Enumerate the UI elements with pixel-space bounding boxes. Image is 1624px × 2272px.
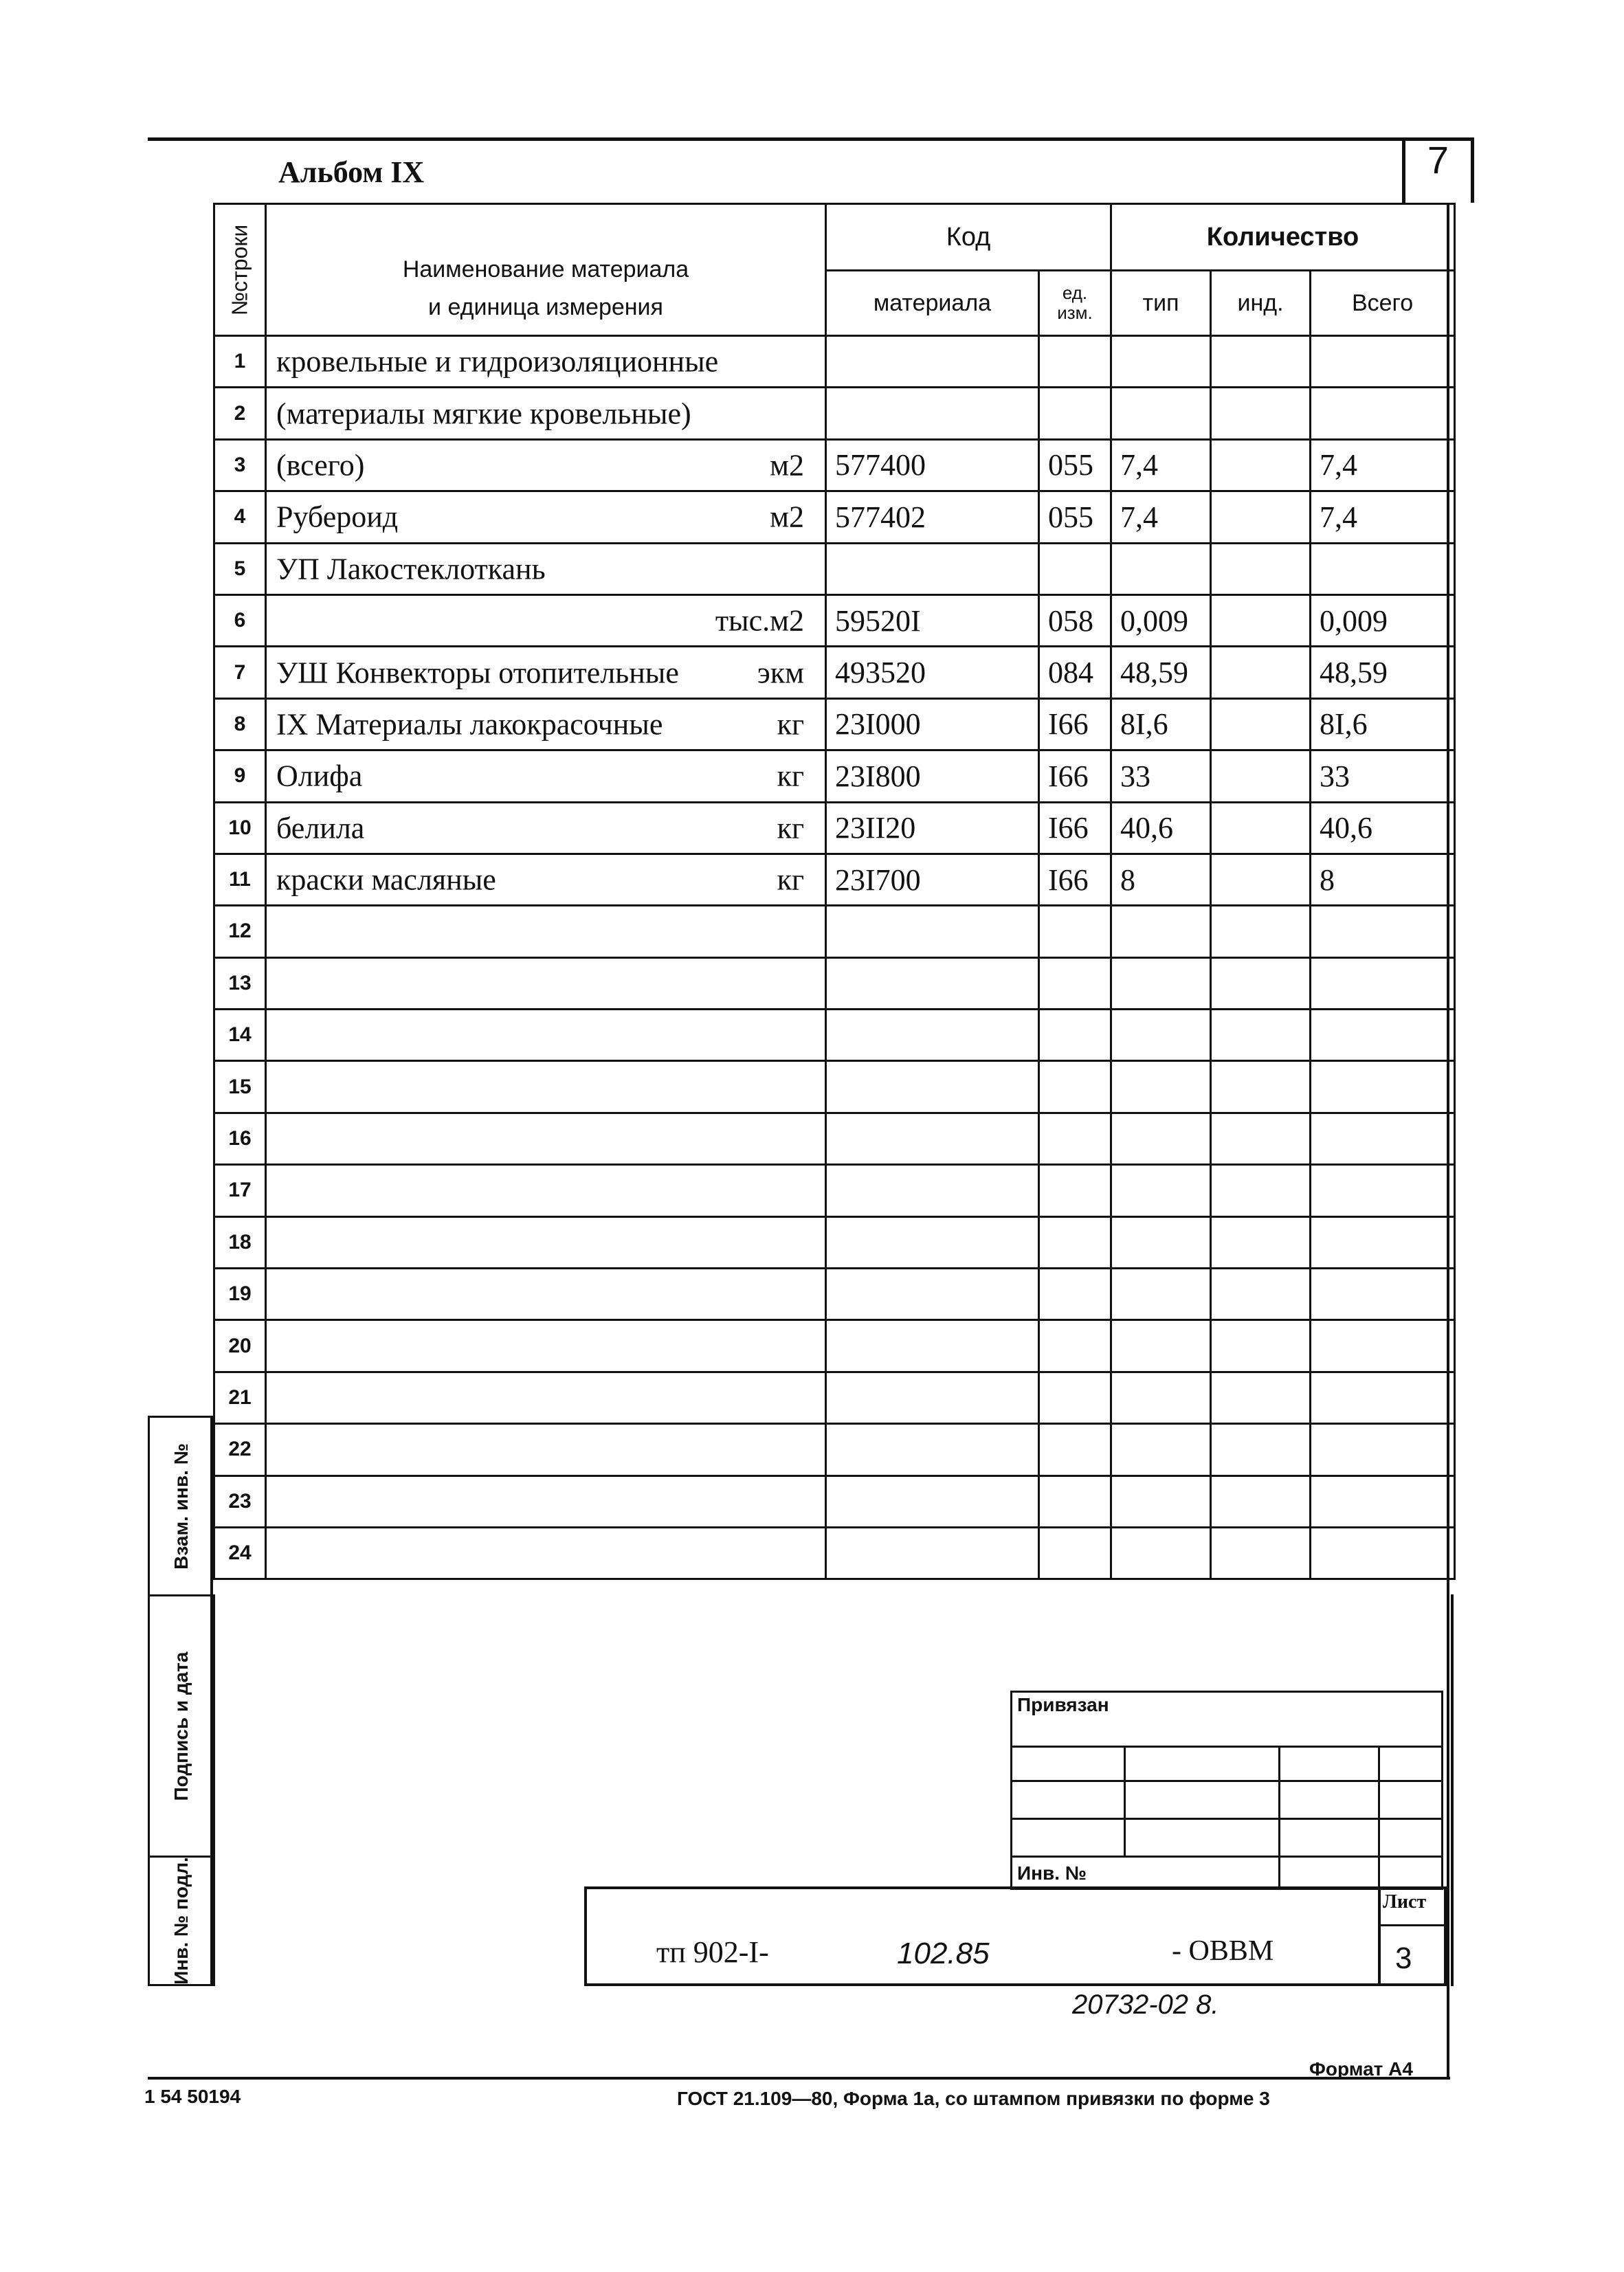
- material-code-cell: [826, 543, 1039, 594]
- material-code-cell: [826, 1320, 1039, 1372]
- ind-qty-cell: [1211, 594, 1311, 646]
- signature-date-cell: [150, 1594, 213, 1856]
- ind-qty-cell: [1211, 1061, 1311, 1113]
- table-row: [214, 647, 1455, 698]
- total-qty-cell: [1311, 1165, 1455, 1216]
- ind-qty-cell: [1211, 854, 1311, 905]
- unit-text: кг: [777, 862, 804, 897]
- row-number-cell: 6: [214, 594, 266, 646]
- unit-code-cell: [1039, 1527, 1111, 1579]
- footer-rule: [148, 2077, 1450, 2080]
- material-code-cell: [826, 1527, 1039, 1579]
- type-qty-cell: 48,59: [1111, 647, 1211, 698]
- material-name-text: Рубероид: [276, 500, 399, 534]
- ind-qty-cell: [1211, 698, 1311, 750]
- total-qty-cell: 33: [1311, 750, 1455, 802]
- total-qty-cell: [1311, 957, 1455, 1009]
- binding-label: Привязан: [1017, 1694, 1109, 1715]
- header-code-group: Код: [826, 204, 1111, 271]
- row-number-cell: 10: [214, 802, 266, 854]
- binding-vline-1: [1124, 1746, 1126, 1856]
- table-row: [214, 1475, 1455, 1527]
- material-name-cell: [266, 543, 826, 594]
- page-corner-number: [1402, 137, 1474, 203]
- material-name-cell: [266, 750, 826, 802]
- table-row: [214, 957, 1455, 1009]
- table-row: [214, 750, 1455, 802]
- unit-code-cell: [1039, 957, 1111, 1009]
- total-qty-cell: 40,6: [1311, 802, 1455, 854]
- total-qty-cell: 7,4: [1311, 439, 1455, 491]
- header-ind: инд.: [1211, 271, 1311, 336]
- sheet-box-divider: [1378, 1924, 1447, 1926]
- material-name-text: кровельные и гидроизоляционные: [276, 344, 719, 379]
- header-row-number: №строки: [214, 204, 266, 336]
- ind-qty-cell: [1211, 439, 1311, 491]
- unit-code-cell: [1039, 336, 1111, 388]
- signature-date-label: Подпись и дата: [170, 1651, 192, 1801]
- type-qty-cell: 8: [1111, 854, 1211, 905]
- ind-qty-cell: [1211, 957, 1311, 1009]
- type-qty-cell: 7,4: [1111, 491, 1211, 543]
- material-code-cell: 23II20: [826, 802, 1039, 854]
- material-code-cell: [826, 1010, 1039, 1061]
- material-name-cell: [266, 388, 826, 439]
- table-row: [214, 1269, 1455, 1320]
- table-row: [214, 1527, 1455, 1579]
- material-name-text: (всего): [276, 448, 365, 482]
- ind-qty-cell: [1211, 491, 1311, 543]
- unit-text: м2: [770, 500, 804, 534]
- ind-qty-cell: [1211, 388, 1311, 439]
- unit-code-cell: [1039, 388, 1111, 439]
- type-qty-cell: [1111, 1165, 1211, 1216]
- total-qty-cell: [1311, 1320, 1455, 1372]
- unit-code-cell: [1039, 543, 1111, 594]
- ind-qty-cell: [1211, 1527, 1311, 1579]
- table-row: [214, 439, 1455, 491]
- row-number-cell: 4: [214, 491, 266, 543]
- unit-code-cell: 084: [1039, 647, 1111, 698]
- ind-qty-cell: [1211, 1372, 1311, 1423]
- unit-code-cell: [1039, 1269, 1111, 1320]
- material-code-cell: 23I700: [826, 854, 1039, 905]
- material-name-cell: [266, 802, 826, 854]
- material-code-cell: [826, 906, 1039, 957]
- type-qty-cell: 8I,6: [1111, 698, 1211, 750]
- document-code-suffix: - ОВВМ: [1172, 1935, 1274, 1967]
- sheet-number: 3: [1395, 1941, 1412, 1975]
- total-qty-cell: [1311, 1269, 1455, 1320]
- header-material-code: материала: [826, 271, 1039, 336]
- total-qty-cell: [1311, 336, 1455, 388]
- inventory-label: Инв. №: [1017, 1862, 1087, 1884]
- unit-text: кг: [777, 707, 804, 742]
- type-qty-cell: [1111, 1372, 1211, 1423]
- row-number-cell: 20: [214, 1320, 266, 1372]
- table-row: [214, 1424, 1455, 1475]
- ind-qty-cell: [1211, 543, 1311, 594]
- unit-text: м2: [770, 448, 804, 482]
- unit-code-cell: [1039, 1475, 1111, 1527]
- album-title: Альбом IX: [278, 155, 425, 189]
- unit-text: кг: [777, 759, 804, 793]
- unit-code-cell: I66: [1039, 750, 1111, 802]
- row-number-cell: 21: [214, 1372, 266, 1423]
- material-name-cell: [266, 854, 826, 905]
- table-row: [214, 854, 1455, 905]
- row-number-cell: 18: [214, 1216, 266, 1268]
- material-name-cell: [266, 906, 826, 957]
- table-row: [214, 1010, 1455, 1061]
- ind-qty-cell: [1211, 1320, 1311, 1372]
- row-number-cell: 15: [214, 1061, 266, 1113]
- table-row: [214, 802, 1455, 854]
- unit-code-cell: I66: [1039, 802, 1111, 854]
- ind-qty-cell: [1211, 750, 1311, 802]
- material-code-cell: 577400: [826, 439, 1039, 491]
- type-qty-cell: [1111, 1424, 1211, 1475]
- material-code-cell: [826, 957, 1039, 1009]
- type-qty-cell: 33: [1111, 750, 1211, 802]
- row-number-cell: 1: [214, 336, 266, 388]
- type-qty-cell: [1111, 1061, 1211, 1113]
- unit-code-cell: [1039, 1113, 1111, 1164]
- ind-qty-cell: [1211, 906, 1311, 957]
- type-qty-cell: [1111, 1320, 1211, 1372]
- header-material-name: Наименование материала и единица измерения: [266, 204, 826, 336]
- table-row: [214, 336, 1455, 388]
- total-qty-cell: [1311, 1424, 1455, 1475]
- material-name-cell: [266, 439, 826, 491]
- unit-code-cell: 055: [1039, 491, 1111, 543]
- row-number-cell: 16: [214, 1113, 266, 1164]
- row-number-cell: 13: [214, 957, 266, 1009]
- header-type: тип: [1111, 271, 1211, 336]
- total-qty-cell: [1311, 1113, 1455, 1164]
- materials-table: [213, 203, 1456, 1580]
- row-number-cell: 9: [214, 750, 266, 802]
- unit-code-cell: [1039, 1372, 1111, 1423]
- document-code-prefix: тп 902-I-: [656, 1935, 769, 1969]
- original-inventory-label: Инв. № подл.: [170, 1857, 192, 1985]
- table-row: [214, 906, 1455, 957]
- total-qty-cell: [1311, 543, 1455, 594]
- material-code-cell: [826, 1475, 1039, 1527]
- material-name-text: Олифа: [276, 759, 363, 793]
- table-row: [214, 594, 1455, 646]
- table-row: [214, 388, 1455, 439]
- material-name-cell: [266, 647, 826, 698]
- material-code-cell: [826, 1113, 1039, 1164]
- material-name-text: IX Материалы лакокрасочные: [276, 707, 663, 742]
- ind-qty-cell: [1211, 1165, 1311, 1216]
- unit-code-cell: [1039, 1061, 1111, 1113]
- type-qty-cell: [1111, 388, 1211, 439]
- unit-code-cell: [1039, 1320, 1111, 1372]
- material-name-cell: [266, 1216, 826, 1268]
- replaced-inventory-cell: [150, 1416, 213, 1594]
- format-label: Формат А4: [1309, 2058, 1413, 2080]
- document-number: 102.85: [897, 1937, 990, 1970]
- unit-code-cell: [1039, 1424, 1111, 1475]
- material-name-cell: [266, 491, 826, 543]
- material-name-text: белила: [276, 811, 365, 845]
- unit-code-cell: 055: [1039, 439, 1111, 491]
- margin-stamp-strip: [148, 1416, 213, 1986]
- ind-qty-cell: [1211, 1113, 1311, 1164]
- material-name-text: УШ Конвекторы отопительные: [276, 656, 679, 690]
- material-code-cell: [826, 1216, 1039, 1268]
- table-row: [214, 491, 1455, 543]
- total-qty-cell: [1311, 1475, 1455, 1527]
- material-name-cell: [266, 594, 826, 646]
- type-qty-cell: 7,4: [1111, 439, 1211, 491]
- row-number-cell: 24: [214, 1527, 266, 1579]
- type-qty-cell: 40,6: [1111, 802, 1211, 854]
- material-name-text: краски масляные: [276, 862, 496, 897]
- row-number-cell: 14: [214, 1010, 266, 1061]
- row-number-cell: 19: [214, 1269, 266, 1320]
- sheet-label: Лист: [1383, 1891, 1427, 1913]
- lower-frame-left-line: [213, 1594, 215, 1986]
- material-name-cell: [266, 1424, 826, 1475]
- type-qty-cell: 0,009: [1111, 594, 1211, 646]
- binding-vline-2: [1278, 1746, 1280, 1886]
- table-row: [214, 1216, 1455, 1268]
- material-code-cell: 23I000: [826, 698, 1039, 750]
- type-qty-cell: [1111, 1216, 1211, 1268]
- total-qty-cell: 0,009: [1311, 594, 1455, 646]
- total-qty-cell: [1311, 1010, 1455, 1061]
- material-code-cell: [826, 1165, 1039, 1216]
- type-qty-cell: [1111, 1269, 1211, 1320]
- table-row: [214, 698, 1455, 750]
- ind-qty-cell: [1211, 336, 1311, 388]
- material-code-cell: [826, 1061, 1039, 1113]
- material-name-cell: [266, 1113, 826, 1164]
- footer-left-code: 1 54 50194: [144, 2086, 241, 2107]
- material-name-cell: [266, 1527, 826, 1579]
- ind-qty-cell: [1211, 1216, 1311, 1268]
- footer-gost-reference: ГОСТ 21.109—80, Форма 1а, со штампом привязки по форме 3: [677, 2088, 1270, 2109]
- table-row: [214, 1113, 1455, 1164]
- material-name-text: (материалы мягкие кровельные): [276, 397, 691, 431]
- header-quantity-group: Количество: [1111, 204, 1455, 271]
- type-qty-cell: [1111, 1010, 1211, 1061]
- type-qty-cell: [1111, 1527, 1211, 1579]
- row-number-cell: 5: [214, 543, 266, 594]
- right-frame-line: [1447, 203, 1449, 2079]
- original-inventory-cell: [150, 1856, 213, 1986]
- type-qty-cell: [1111, 957, 1211, 1009]
- material-name-cell: [266, 1475, 826, 1527]
- material-name-cell: [266, 1269, 826, 1320]
- material-code-cell: [826, 336, 1039, 388]
- total-qty-cell: [1311, 906, 1455, 957]
- ind-qty-cell: [1211, 1269, 1311, 1320]
- unit-code-cell: I66: [1039, 854, 1111, 905]
- row-number-cell: 8: [214, 698, 266, 750]
- material-name-cell: [266, 1320, 826, 1372]
- unit-text: кг: [777, 811, 804, 845]
- unit-text: экм: [757, 656, 804, 690]
- row-number-cell: 23: [214, 1475, 266, 1527]
- total-qty-cell: [1311, 1372, 1455, 1423]
- archive-number: 20732-02 8.: [1072, 1990, 1219, 2020]
- table-row: [214, 543, 1455, 594]
- ind-qty-cell: [1211, 1475, 1311, 1527]
- header-total: Всего: [1311, 271, 1455, 336]
- material-name-text: тыс.м2: [715, 603, 804, 638]
- material-code-cell: 23I800: [826, 750, 1039, 802]
- row-number-cell: 17: [214, 1165, 266, 1216]
- material-name-cell: [266, 1061, 826, 1113]
- ind-qty-cell: [1211, 1010, 1311, 1061]
- binding-vline-3: [1378, 1746, 1380, 1886]
- material-code-cell: [826, 1424, 1039, 1475]
- total-qty-cell: 8: [1311, 854, 1455, 905]
- total-qty-cell: [1311, 1216, 1455, 1268]
- unit-code-cell: [1039, 1216, 1111, 1268]
- total-qty-cell: 7,4: [1311, 491, 1455, 543]
- page-corner-text: 7: [1427, 138, 1449, 181]
- material-name-cell: [266, 1165, 826, 1216]
- material-code-cell: [826, 388, 1039, 439]
- material-name-cell: [266, 957, 826, 1009]
- table-row: [214, 1061, 1455, 1113]
- material-name-text: УП Лакостеклоткань: [276, 552, 546, 586]
- total-qty-cell: [1311, 388, 1455, 439]
- type-qty-cell: [1111, 1113, 1211, 1164]
- row-number-cell: 12: [214, 906, 266, 957]
- ind-qty-cell: [1211, 647, 1311, 698]
- unit-code-cell: 058: [1039, 594, 1111, 646]
- material-code-cell: 59520I: [826, 594, 1039, 646]
- total-qty-cell: 48,59: [1311, 647, 1455, 698]
- row-number-cell: 7: [214, 647, 266, 698]
- table-row: [214, 1320, 1455, 1372]
- total-qty-cell: [1311, 1061, 1455, 1113]
- ind-qty-cell: [1211, 1424, 1311, 1475]
- replaced-inventory-label: Взам. инв. №: [170, 1443, 192, 1570]
- header-unit-code: ед. изм.: [1039, 271, 1111, 336]
- row-number-cell: 3: [214, 439, 266, 491]
- material-name-cell: [266, 1372, 826, 1423]
- unit-code-cell: I66: [1039, 698, 1111, 750]
- total-qty-cell: 8I,6: [1311, 698, 1455, 750]
- row-number-cell: 11: [214, 854, 266, 905]
- type-qty-cell: [1111, 543, 1211, 594]
- row-number-cell: 2: [214, 388, 266, 439]
- unit-code-cell: [1039, 906, 1111, 957]
- material-code-cell: [826, 1372, 1039, 1423]
- material-name-cell: [266, 698, 826, 750]
- unit-code-cell: [1039, 1165, 1111, 1216]
- row-number-cell: 22: [214, 1424, 266, 1475]
- material-code-cell: 577402: [826, 491, 1039, 543]
- table-row: [214, 1372, 1455, 1423]
- type-qty-cell: [1111, 1475, 1211, 1527]
- type-qty-cell: [1111, 336, 1211, 388]
- material-name-cell: [266, 1010, 826, 1061]
- material-code-cell: [826, 1269, 1039, 1320]
- type-qty-cell: [1111, 906, 1211, 957]
- material-code-cell: 493520: [826, 647, 1039, 698]
- unit-code-cell: [1039, 1010, 1111, 1061]
- ind-qty-cell: [1211, 802, 1311, 854]
- material-name-cell: [266, 336, 826, 388]
- total-qty-cell: [1311, 1527, 1455, 1579]
- table-row: [214, 1165, 1455, 1216]
